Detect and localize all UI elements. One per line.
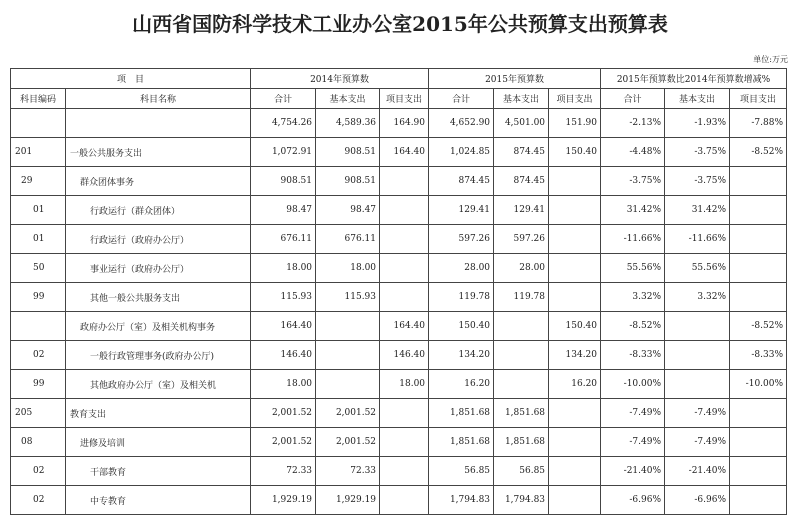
row-value: 3.32% — [665, 283, 730, 312]
header-2014-project: 项目支出 — [380, 89, 429, 109]
row-value — [730, 254, 787, 283]
row-code: 99 — [11, 283, 66, 312]
row-code: 02 — [11, 457, 66, 486]
table-row — [11, 457, 787, 486]
table-row — [11, 138, 787, 167]
row-value — [380, 486, 429, 515]
row-value: 908.51 — [316, 167, 380, 196]
table-row — [11, 486, 787, 515]
header-row-1 — [11, 69, 787, 89]
row-value: 2,001.52 — [316, 399, 380, 428]
row-code: 50 — [11, 254, 66, 283]
row-name: 政府办公厅（室）及相关机构事务 — [66, 312, 251, 341]
header-row-2 — [11, 89, 787, 109]
row-value — [730, 225, 787, 254]
row-name: 进修及培训 — [66, 428, 251, 457]
row-value: 1,851.68 — [494, 399, 549, 428]
row-value: 16.20 — [429, 370, 494, 399]
row-code: 99 — [11, 370, 66, 399]
row-value — [494, 370, 549, 399]
row-code: 01 — [11, 225, 66, 254]
row-value: 150.40 — [429, 312, 494, 341]
table-row — [11, 399, 787, 428]
row-value — [380, 167, 429, 196]
row-value: 676.11 — [316, 225, 380, 254]
row-value — [549, 399, 601, 428]
row-value: -3.75% — [665, 138, 730, 167]
row-code — [11, 312, 66, 341]
row-value: -7.49% — [665, 399, 730, 428]
row-value: 18.00 — [251, 370, 316, 399]
row-value: 56.85 — [494, 457, 549, 486]
row-value: -6.96% — [601, 486, 665, 515]
table-row — [11, 341, 787, 370]
row-value: -11.66% — [665, 225, 730, 254]
row-value: 150.40 — [549, 312, 601, 341]
header-2015: 2015年预算数 — [429, 69, 601, 89]
row-value — [380, 225, 429, 254]
row-name: 事业运行（政府办公厅） — [66, 254, 251, 283]
row-name: 教育支出 — [66, 399, 251, 428]
row-value: 72.33 — [316, 457, 380, 486]
row-value: 16.20 — [549, 370, 601, 399]
row-value: 1,072.91 — [251, 138, 316, 167]
row-code: 01 — [11, 196, 66, 225]
row-value — [494, 341, 549, 370]
table-row — [11, 225, 787, 254]
row-value: 56.85 — [429, 457, 494, 486]
row-value: 134.20 — [549, 341, 601, 370]
row-value — [549, 196, 601, 225]
row-value: 18.00 — [251, 254, 316, 283]
row-name: 行政运行（政府办公厅） — [66, 225, 251, 254]
row-value: 164.40 — [251, 312, 316, 341]
header-item: 项 目 — [11, 69, 251, 89]
table-row — [11, 283, 787, 312]
row-value: -10.00% — [730, 370, 787, 399]
row-value: 2,001.52 — [251, 399, 316, 428]
row-code: 02 — [11, 341, 66, 370]
row-value: 1,794.83 — [494, 486, 549, 515]
header-code: 科目编码 — [11, 89, 66, 109]
row-value: 1,794.83 — [429, 486, 494, 515]
row-value: -8.33% — [730, 341, 787, 370]
row-value: 164.40 — [380, 138, 429, 167]
row-value: -10.00% — [601, 370, 665, 399]
row-value: 3.32% — [601, 283, 665, 312]
row-code: 08 — [11, 428, 66, 457]
row-value: 1,851.68 — [429, 428, 494, 457]
row-value: 1,024.85 — [429, 138, 494, 167]
row-value — [549, 225, 601, 254]
row-value — [380, 399, 429, 428]
row-code: 02 — [11, 486, 66, 515]
table-row — [11, 254, 787, 283]
row-value: 4,754.26 — [251, 109, 316, 138]
row-name: 一般行政管理事务(政府办公厅) — [66, 341, 251, 370]
table-row — [11, 109, 787, 138]
row-value: 2,001.52 — [316, 428, 380, 457]
row-value — [316, 370, 380, 399]
row-name: 干部教育 — [66, 457, 251, 486]
row-value — [549, 254, 601, 283]
row-name: 中专教育 — [66, 486, 251, 515]
row-name: 行政运行（群众团体） — [66, 196, 251, 225]
row-value: -3.75% — [665, 167, 730, 196]
row-value: 146.40 — [251, 341, 316, 370]
row-name: 其他政府办公厅（室）及相关机 — [66, 370, 251, 399]
row-value: 146.40 — [380, 341, 429, 370]
row-value — [730, 196, 787, 225]
row-value: 676.11 — [251, 225, 316, 254]
row-value: 18.00 — [380, 370, 429, 399]
header-change-basic: 基本支出 — [665, 89, 730, 109]
header-2014: 2014年预算数 — [251, 69, 429, 89]
row-value: 72.33 — [251, 457, 316, 486]
row-value: 874.45 — [494, 167, 549, 196]
row-code: 29 — [11, 167, 66, 196]
row-name — [66, 109, 251, 138]
row-value — [494, 312, 549, 341]
row-value: 115.93 — [251, 283, 316, 312]
row-value: 4,589.36 — [316, 109, 380, 138]
row-value: 129.41 — [429, 196, 494, 225]
row-value: -7.49% — [665, 428, 730, 457]
row-value: 98.47 — [251, 196, 316, 225]
row-value: 98.47 — [316, 196, 380, 225]
row-code: 205 — [11, 399, 66, 428]
row-value: 1,851.68 — [494, 428, 549, 457]
row-value: 597.26 — [494, 225, 549, 254]
row-value: -3.75% — [601, 167, 665, 196]
row-value: 1,929.19 — [316, 486, 380, 515]
row-value: 1,929.19 — [251, 486, 316, 515]
row-value — [380, 196, 429, 225]
table-row — [11, 312, 787, 341]
header-2015-total: 合计 — [429, 89, 494, 109]
header-2015-project: 项目支出 — [549, 89, 601, 109]
header-2014-basic: 基本支出 — [316, 89, 380, 109]
header-change: 2015年预算数比2014年预算数增减% — [601, 69, 787, 89]
row-value — [549, 428, 601, 457]
row-value: 31.42% — [601, 196, 665, 225]
row-value — [730, 428, 787, 457]
row-value — [730, 399, 787, 428]
row-value: -21.40% — [665, 457, 730, 486]
row-value: 4,652.90 — [429, 109, 494, 138]
row-name: 其他一般公共服务支出 — [66, 283, 251, 312]
row-value: 4,501.00 — [494, 109, 549, 138]
row-value: 55.56% — [665, 254, 730, 283]
row-value: 150.40 — [549, 138, 601, 167]
row-value — [380, 428, 429, 457]
row-value — [549, 283, 601, 312]
row-value — [316, 312, 380, 341]
row-value: 874.45 — [494, 138, 549, 167]
row-value: 908.51 — [251, 167, 316, 196]
row-value — [549, 457, 601, 486]
row-value — [316, 341, 380, 370]
row-value — [730, 486, 787, 515]
row-value: -8.52% — [730, 138, 787, 167]
row-code: 201 — [11, 138, 66, 167]
row-value: 151.90 — [549, 109, 601, 138]
row-value: -1.93% — [665, 109, 730, 138]
unit-label: 单位:万元 — [753, 55, 788, 64]
row-value: 164.40 — [380, 312, 429, 341]
row-name: 一般公共服务支出 — [66, 138, 251, 167]
row-value: -8.52% — [601, 312, 665, 341]
row-value: 28.00 — [494, 254, 549, 283]
row-value — [730, 167, 787, 196]
row-value — [665, 312, 730, 341]
row-value: -8.33% — [601, 341, 665, 370]
row-value: 28.00 — [429, 254, 494, 283]
header-2015-basic: 基本支出 — [494, 89, 549, 109]
row-value: 18.00 — [316, 254, 380, 283]
row-value: -7.49% — [601, 399, 665, 428]
row-value: 134.20 — [429, 341, 494, 370]
row-value — [730, 283, 787, 312]
row-value: -21.40% — [601, 457, 665, 486]
row-value: 119.78 — [494, 283, 549, 312]
header-name: 科目名称 — [66, 89, 251, 109]
budget-table — [10, 68, 787, 515]
row-value: 908.51 — [316, 138, 380, 167]
row-value: -6.96% — [665, 486, 730, 515]
row-value: -7.88% — [730, 109, 787, 138]
row-value: 129.41 — [494, 196, 549, 225]
header-change-project: 项目支出 — [730, 89, 787, 109]
row-value: 31.42% — [665, 196, 730, 225]
row-value: -7.49% — [601, 428, 665, 457]
row-code — [11, 109, 66, 138]
row-value: 597.26 — [429, 225, 494, 254]
row-value: -2.13% — [601, 109, 665, 138]
table-row — [11, 167, 787, 196]
row-value: -8.52% — [730, 312, 787, 341]
page-title: 山西省国防科学技术工业办公室2015年公共预算支出预算表 — [132, 12, 668, 36]
row-value — [665, 341, 730, 370]
row-value: 874.45 — [429, 167, 494, 196]
table-row — [11, 196, 787, 225]
row-name: 群众团体事务 — [66, 167, 251, 196]
header-change-total: 合计 — [601, 89, 665, 109]
row-value: 119.78 — [429, 283, 494, 312]
row-value: -11.66% — [601, 225, 665, 254]
row-value: 1,851.68 — [429, 399, 494, 428]
row-value: 115.93 — [316, 283, 380, 312]
row-value — [549, 167, 601, 196]
row-value: 2,001.52 — [251, 428, 316, 457]
row-value — [380, 283, 429, 312]
row-value: 164.90 — [380, 109, 429, 138]
row-value — [380, 457, 429, 486]
header-2014-total: 合计 — [251, 89, 316, 109]
row-value — [730, 457, 787, 486]
table-row — [11, 370, 787, 399]
row-value — [380, 254, 429, 283]
table-row — [11, 428, 787, 457]
row-value — [549, 486, 601, 515]
row-value — [665, 370, 730, 399]
row-value: 55.56% — [601, 254, 665, 283]
row-value: -4.48% — [601, 138, 665, 167]
